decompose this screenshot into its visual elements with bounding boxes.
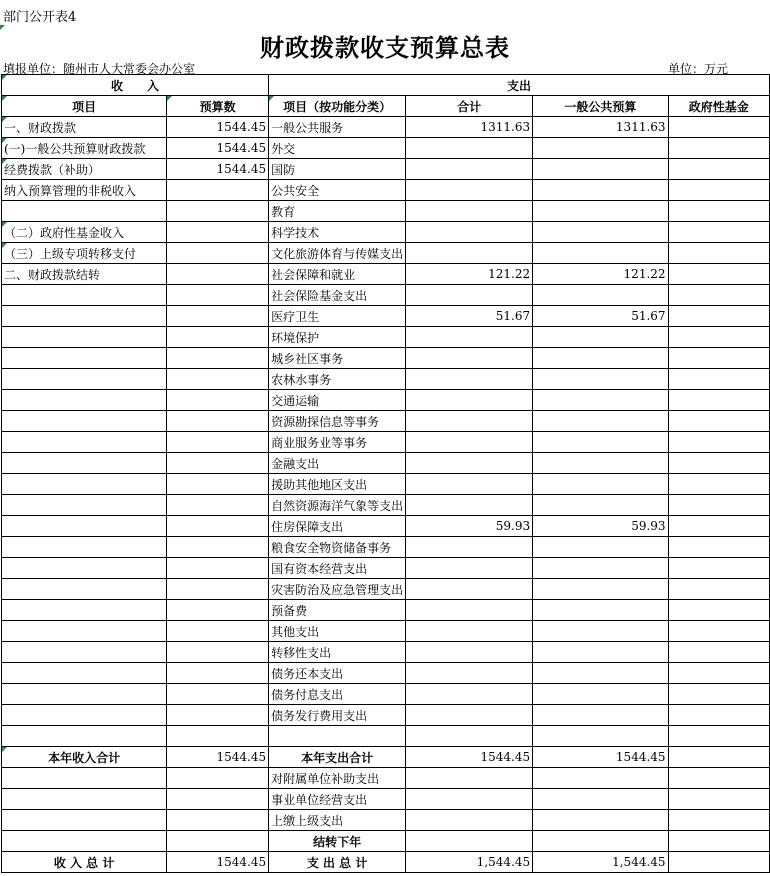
expenditure-general — [533, 348, 668, 369]
col-func-item: 项目（按功能分类） — [269, 96, 406, 117]
income-item — [2, 558, 167, 579]
income-budget: 1544.45 — [167, 138, 269, 159]
col-general: 一般公共预算 — [533, 96, 668, 117]
income-item — [2, 285, 167, 306]
income-item — [2, 537, 167, 558]
expenditure-total — [406, 537, 533, 558]
income-budget — [167, 474, 269, 495]
income-budget — [167, 600, 269, 621]
table-row — [2, 495, 770, 516]
expenditure-general — [533, 495, 668, 516]
expenditure-item: 城乡社区事务 — [269, 348, 406, 369]
header-row-groups — [2, 75, 770, 96]
table-row — [2, 327, 770, 348]
expenditure-general: 59.93 — [533, 516, 668, 537]
table-row — [2, 222, 770, 243]
expenditure-gov-fund — [668, 117, 769, 138]
income-item — [2, 621, 167, 642]
expenditure-item: 文化旅游体育与传媒支出 — [269, 243, 406, 264]
income-budget — [167, 663, 269, 684]
expenditure-general — [533, 726, 668, 747]
grand-income-label: 收 入 总 计 — [2, 852, 167, 873]
grand-expenditure-total: 1,544.45 — [406, 852, 533, 873]
expenditure-item: 外交 — [269, 138, 406, 159]
expenditure-gov-fund — [668, 726, 769, 747]
expenditure-gov-fund — [668, 285, 769, 306]
expenditure-total — [406, 642, 533, 663]
income-budget — [167, 495, 269, 516]
expenditure-gov-fund — [668, 453, 769, 474]
expenditure-total — [406, 222, 533, 243]
expenditure-general — [533, 621, 668, 642]
table-row — [2, 621, 770, 642]
expenditure-total — [406, 432, 533, 453]
expenditure-item: 商业服务业等事务 — [269, 432, 406, 453]
expenditure-item: 科学技术 — [269, 222, 406, 243]
income-budget — [167, 579, 269, 600]
expenditure-gov-fund — [668, 600, 769, 621]
expenditure-total: 59.93 — [406, 516, 533, 537]
income-budget — [167, 243, 269, 264]
expenditure-gov-fund — [668, 390, 769, 411]
expenditure-total — [406, 831, 533, 852]
expenditure-total: 51.67 — [406, 306, 533, 327]
table-row — [2, 768, 770, 789]
table-row — [2, 243, 770, 264]
expenditure-gov-fund — [668, 558, 769, 579]
income-item — [2, 201, 167, 222]
expenditure-item: 转移性支出 — [269, 642, 406, 663]
expenditure-general — [533, 285, 668, 306]
table-row — [2, 369, 770, 390]
income-budget — [167, 390, 269, 411]
expenditure-item: 债务付息支出 — [269, 684, 406, 705]
currency-unit: 单位：万元 — [668, 62, 729, 76]
expenditure-general: 1311.63 — [533, 117, 668, 138]
expenditure-gov-fund — [668, 264, 769, 285]
income-item: （三）上级专项转移支付 — [2, 243, 167, 264]
expenditure-item: 一般公共服务 — [269, 117, 406, 138]
income-item — [2, 369, 167, 390]
income-item: 一、财政拨款 — [2, 117, 167, 138]
table-row — [2, 138, 770, 159]
expenditure-gov-fund — [668, 663, 769, 684]
expenditure-general — [533, 663, 668, 684]
header-row-columns — [2, 96, 770, 117]
table-row — [2, 537, 770, 558]
expenditure-total — [406, 390, 533, 411]
expenditure-total — [406, 621, 533, 642]
table-row — [2, 579, 770, 600]
expenditure-item: 教育 — [269, 201, 406, 222]
expenditure-general — [533, 768, 668, 789]
expenditure-general — [533, 180, 668, 201]
expenditure-general — [533, 369, 668, 390]
expenditure-gov-fund — [668, 348, 769, 369]
expenditure-gov-fund — [668, 138, 769, 159]
income-budget — [167, 726, 269, 747]
expenditure-total — [406, 726, 533, 747]
expenditure-gov-fund — [668, 474, 769, 495]
expenditure-total — [406, 201, 533, 222]
table-row — [2, 516, 770, 537]
expenditure-gov-fund — [668, 537, 769, 558]
income-item — [2, 474, 167, 495]
expenditure-total — [406, 810, 533, 831]
expenditure-general — [533, 432, 668, 453]
income-item: （二）政府性基金收入 — [2, 222, 167, 243]
expenditure-general — [533, 138, 668, 159]
expenditure-total-general: 1544.45 — [533, 747, 668, 768]
expenditure-item: 预备费 — [269, 600, 406, 621]
income-item — [2, 663, 167, 684]
table-row — [2, 285, 770, 306]
income-item: 二、财政拨款结转 — [2, 264, 167, 285]
expenditure-item: 金融支出 — [269, 453, 406, 474]
income-item — [2, 705, 167, 726]
expenditure-gov-fund — [668, 684, 769, 705]
table-row — [2, 306, 770, 327]
expenditure-item: 债务发行费用支出 — [269, 705, 406, 726]
income-item: 经费拨款（补助） — [2, 159, 167, 180]
expenditure-item: 对附属单位补助支出 — [269, 768, 406, 789]
income-item — [2, 642, 167, 663]
income-item — [2, 306, 167, 327]
expenditure-total — [406, 600, 533, 621]
expenditure-gov-fund — [668, 411, 769, 432]
expenditure-total: 121.22 — [406, 264, 533, 285]
expenditure-total — [406, 411, 533, 432]
expenditure-gov-fund — [668, 327, 769, 348]
expenditure-item: 社会保障和就业 — [269, 264, 406, 285]
expenditure-item: 粮食安全物资储备事务 — [269, 537, 406, 558]
expenditure-group-header: 支出 — [269, 75, 770, 96]
expenditure-general — [533, 222, 668, 243]
table-row — [2, 453, 770, 474]
table-row — [2, 810, 770, 831]
expenditure-total — [406, 495, 533, 516]
table-row — [2, 600, 770, 621]
income-item — [2, 432, 167, 453]
expenditure-item: 灾害防治及应急管理支出 — [269, 579, 406, 600]
income-budget — [167, 432, 269, 453]
expenditure-total: 1311.63 — [406, 117, 533, 138]
income-item — [2, 831, 167, 852]
expenditure-item: 环境保护 — [269, 327, 406, 348]
expenditure-item: 国有资本经营支出 — [269, 558, 406, 579]
income-budget — [167, 264, 269, 285]
grand-expenditure-label: 支 出 总 计 — [269, 852, 406, 873]
expenditure-general — [533, 474, 668, 495]
expenditure-total-gov-fund — [668, 747, 769, 768]
expenditure-gov-fund — [668, 222, 769, 243]
income-item — [2, 495, 167, 516]
income-item — [2, 327, 167, 348]
expenditure-total — [406, 558, 533, 579]
page-title: 财政拨款收支预算总表 — [260, 33, 510, 62]
expenditure-item — [269, 726, 406, 747]
expenditure-total — [406, 453, 533, 474]
income-item — [2, 789, 167, 810]
income-budget — [167, 642, 269, 663]
expenditure-total — [406, 159, 533, 180]
expenditure-total — [406, 243, 533, 264]
income-budget — [167, 327, 269, 348]
expenditure-general — [533, 201, 668, 222]
income-item — [2, 810, 167, 831]
expenditure-item: 自然资源海洋气象等支出 — [269, 495, 406, 516]
expenditure-gov-fund — [668, 621, 769, 642]
income-group-header: 收 入 — [2, 75, 269, 96]
expenditure-item: 交通运输 — [269, 390, 406, 411]
income-item — [2, 348, 167, 369]
expenditure-gov-fund — [668, 180, 769, 201]
expenditure-general: 51.67 — [533, 306, 668, 327]
expenditure-general — [533, 537, 668, 558]
income-item — [2, 411, 167, 432]
income-budget — [167, 369, 269, 390]
expenditure-general — [533, 831, 668, 852]
income-budget — [167, 516, 269, 537]
table-row — [2, 474, 770, 495]
expenditure-total — [406, 138, 533, 159]
expenditure-item: 其他支出 — [269, 621, 406, 642]
income-item: (一)一般公共预算财政拨款 — [2, 138, 167, 159]
expenditure-general — [533, 579, 668, 600]
expenditure-item: 援助其他地区支出 — [269, 474, 406, 495]
expenditure-general — [533, 327, 668, 348]
expenditure-gov-fund — [668, 243, 769, 264]
income-total-row — [2, 747, 770, 768]
col-item: 项目 — [2, 96, 167, 117]
income-total-value: 1544.45 — [167, 747, 269, 768]
expenditure-general — [533, 600, 668, 621]
expenditure-item: 上缴上级支出 — [269, 810, 406, 831]
income-budget — [167, 831, 269, 852]
income-budget — [167, 348, 269, 369]
col-total: 合计 — [406, 96, 533, 117]
table-row — [2, 117, 770, 138]
income-budget — [167, 789, 269, 810]
expenditure-item: 农林水事务 — [269, 369, 406, 390]
expenditure-total — [406, 369, 533, 390]
expenditure-item: 事业单位经营支出 — [269, 789, 406, 810]
expenditure-item: 公共安全 — [269, 180, 406, 201]
expenditure-gov-fund — [668, 516, 769, 537]
expenditure-item: 医疗卫生 — [269, 306, 406, 327]
income-budget — [167, 621, 269, 642]
expenditure-total — [406, 180, 533, 201]
income-budget — [167, 768, 269, 789]
income-budget — [167, 411, 269, 432]
expenditure-general — [533, 642, 668, 663]
income-budget — [167, 810, 269, 831]
expenditure-general — [533, 159, 668, 180]
expenditure-gov-fund — [668, 810, 769, 831]
table-row — [2, 159, 770, 180]
expenditure-total — [406, 579, 533, 600]
expenditure-general — [533, 810, 668, 831]
table-row — [2, 390, 770, 411]
expenditure-gov-fund — [668, 642, 769, 663]
grand-total-row — [2, 852, 770, 873]
expenditure-total — [406, 789, 533, 810]
income-budget — [167, 222, 269, 243]
expenditure-total — [406, 285, 533, 306]
table-row — [2, 348, 770, 369]
col-gov-fund: 政府性基金 — [668, 96, 769, 117]
income-item — [2, 684, 167, 705]
income-budget — [167, 306, 269, 327]
expenditure-total — [406, 705, 533, 726]
expenditure-general — [533, 390, 668, 411]
table-row — [2, 201, 770, 222]
expenditure-general — [533, 243, 668, 264]
expenditure-total-label: 本年支出合计 — [269, 747, 406, 768]
expenditure-gov-fund — [668, 768, 769, 789]
form-code: 部门公开表4 — [3, 10, 77, 25]
table-row — [2, 705, 770, 726]
expenditure-total — [406, 768, 533, 789]
table-row — [2, 432, 770, 453]
table-row — [2, 558, 770, 579]
expenditure-total — [406, 474, 533, 495]
income-item — [2, 390, 167, 411]
expenditure-total — [406, 663, 533, 684]
income-budget: 1544.45 — [167, 159, 269, 180]
expenditure-general: 121.22 — [533, 264, 668, 285]
col-budget: 预算数 — [167, 96, 269, 117]
income-item — [2, 516, 167, 537]
carry-label: 结转下年 — [269, 831, 406, 852]
expenditure-total — [406, 684, 533, 705]
table-row — [2, 663, 770, 684]
carry-row — [2, 831, 770, 852]
expenditure-item: 国防 — [269, 159, 406, 180]
grand-expenditure-gov-fund — [668, 852, 769, 873]
income-budget — [167, 201, 269, 222]
expenditure-gov-fund — [668, 789, 769, 810]
table-row — [2, 642, 770, 663]
table-row — [2, 411, 770, 432]
expenditure-gov-fund — [668, 831, 769, 852]
income-budget — [167, 558, 269, 579]
expenditure-gov-fund — [668, 369, 769, 390]
expenditure-total-value: 1544.45 — [406, 747, 533, 768]
table-row — [2, 684, 770, 705]
expenditure-total — [406, 348, 533, 369]
expenditure-item: 债务还本支出 — [269, 663, 406, 684]
expenditure-item: 资源勘探信息等事务 — [269, 411, 406, 432]
expenditure-gov-fund — [668, 306, 769, 327]
expenditure-gov-fund — [668, 159, 769, 180]
income-item — [2, 579, 167, 600]
income-item — [2, 768, 167, 789]
income-item — [2, 600, 167, 621]
expenditure-gov-fund — [668, 432, 769, 453]
income-item — [2, 726, 167, 747]
expenditure-total — [406, 327, 533, 348]
income-budget — [167, 705, 269, 726]
income-budget — [167, 684, 269, 705]
expenditure-general — [533, 411, 668, 432]
expenditure-item: 社会保险基金支出 — [269, 285, 406, 306]
income-budget — [167, 453, 269, 474]
income-budget — [167, 285, 269, 306]
grand-expenditure-general: 1,544.45 — [533, 852, 668, 873]
expenditure-gov-fund — [668, 201, 769, 222]
table-row — [2, 264, 770, 285]
expenditure-item: 住房保障支出 — [269, 516, 406, 537]
budget-table — [1, 74, 770, 873]
income-budget — [167, 180, 269, 201]
income-item — [2, 453, 167, 474]
income-budget: 1544.45 — [167, 117, 269, 138]
expenditure-general — [533, 558, 668, 579]
expenditure-gov-fund — [668, 495, 769, 516]
expenditure-general — [533, 453, 668, 474]
income-item: 纳入预算管理的非税收入 — [2, 180, 167, 201]
expenditure-gov-fund — [668, 705, 769, 726]
expenditure-general — [533, 789, 668, 810]
income-budget — [167, 537, 269, 558]
expenditure-gov-fund — [668, 579, 769, 600]
expenditure-general — [533, 705, 668, 726]
income-total-label: 本年收入合计 — [2, 747, 167, 768]
table-row — [2, 726, 770, 747]
expenditure-general — [533, 684, 668, 705]
grand-income-value: 1544.45 — [167, 852, 269, 873]
table-row — [2, 789, 770, 810]
filler-unit: 填报单位：随州市人大常委会办公室 — [3, 62, 196, 76]
table-row — [2, 180, 770, 201]
